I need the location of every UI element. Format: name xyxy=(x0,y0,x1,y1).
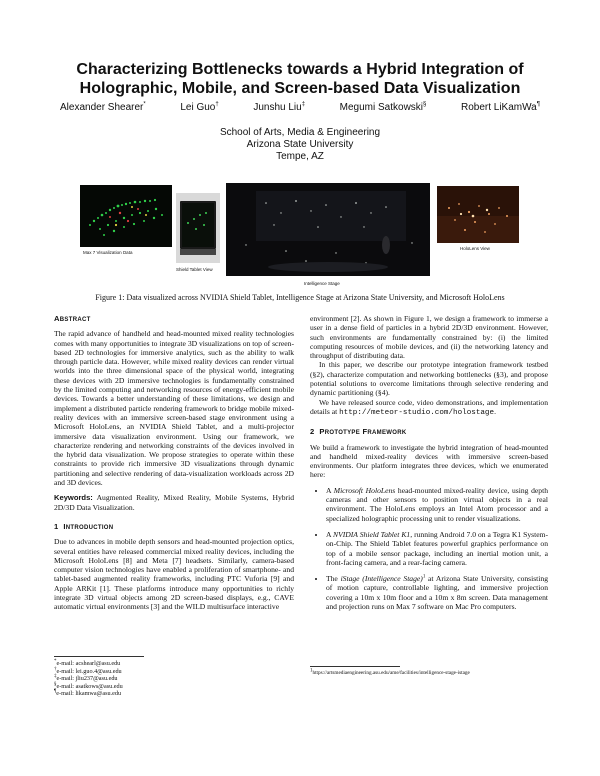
introduction-text: Due to advances in mobile depth sensors and head-mounted projection optics, several entities have released commercial mixed reality devices, including the Microsoft HoloLens [8] and Meta [7] headsets. Similarly, camera-based computer vision technologies have enabled a proliferation of smartphone- and tablet-based augmented reality frameworks, including PTC Vuforia [9] and Apple ARKit [1]. These platforms introduce many opportunities to richly integrate 3D virtual objects among 2D screen-based displays, e.g., CAVE automatic virtual environments [3] and the WILD multisurface interactive xyxy=(54,537,294,612)
list-item: • The iStage (Intelligence Stage)$^1$ at Arizona State University, consisting of motion capture, controllable lighting, and immersive projection covering a 10m x 10m floor and a 10m x 8m screen. Data management and projection runs on Max 7 software on Mac Pro computers. xyxy=(326,574,548,611)
author: Megumi Satkowski§ xyxy=(339,101,427,113)
figure-label-max7: Max 7 Visualization Data xyxy=(83,250,133,255)
source-code-note: We have released source code, video demonstrations, and implementation details at http://meteor-studio.com/holostage. xyxy=(310,397,548,417)
author: Alexander Shearer* xyxy=(60,101,146,113)
footnote: ‡e-mail: jliu237@asu.edu xyxy=(54,674,118,683)
footnote: *e-mail: acshearl@asu.edu xyxy=(54,658,121,667)
figure-label-stage: Intelligence Stage xyxy=(304,281,340,286)
intelligence-stage-image xyxy=(226,183,430,276)
right-column xyxy=(310,314,548,618)
author-email-footnotes xyxy=(54,656,254,698)
figure-label-shield: Shield Tablet View xyxy=(176,267,213,272)
footnote: †e-mail: lei.guo.4@asu.edu xyxy=(54,666,122,675)
left-column xyxy=(54,314,294,612)
list-item: • A Microsoft HoloLens head-mounted mixed-reality device, using depth cameras and other sensors to position virtual objects in a real environment. The HoloLens employs an Intel Atom processor and a specialized holographic processing unit to render visualizations. xyxy=(326,486,548,523)
project-url[interactable]: http://meteor-studio.com/holostage xyxy=(339,408,495,417)
shield-tablet-image xyxy=(176,193,220,263)
author: Junshu Liu‡ xyxy=(253,101,306,113)
paper-outline: In this paper, we describe our prototype integration framework testbed (§2), characterize computation and networking bottlenecks (§3), and propose potential solutions to overcome limitations through selective rendering and dynamic partitioning (§4). xyxy=(310,360,548,398)
abstract-text: The rapid advance of handheld and head-mounted mixed reality technologies comes with many opportunities to integrate 3D visualizations on top of screen-based 2D technologies for immersive analytics, such as the ability to walk through particle data. However, while mixed reality devices can render virtual worlds into the three dimensional space of the physical world, integrating these devices with 2D immersive technologies is fundamentally constrained by the limited computing and networking resources of energy-efficient mobile devices. Towards a better understanding of these limitations, we design and implement a distributed particle rendering framework to bridge mobile mixed-reality devices with an immersive screen-based stage environment using a Microsoft HoloLens, an NVIDIA Shield Tablet, and a multi-projector immersive data visualization environment. Using our framework, we characterize rendering and networking constraints of the devices involved in the hybrid data visualization. We propose strategies to operate within these constraints to provide rich immersive 3D visualizations through dynamic partitioning and selective rendering of data-visualization workloads across 2D and 3D devices. xyxy=(54,329,294,488)
prototype-framework-heading: 2 PROTOTYPE FRAMEWORK xyxy=(310,427,407,437)
figure-caption: Figure 1: Data visualized across NVIDIA Shield Tablet, Intelligence Stage at Arizona State University, and Microsoft HoloLens xyxy=(95,293,505,302)
introduction-heading: 1 INTRODUCTION xyxy=(54,521,114,531)
affiliation-school: School of Arts, Media & Engineering xyxy=(219,127,381,138)
footnote: §e-mail: asatkows@asu.edu xyxy=(54,681,123,690)
max7-visualization-image xyxy=(80,185,172,247)
footnote: ¶e-mail: likamwa@asu.edu xyxy=(54,689,122,698)
author-list xyxy=(60,102,540,113)
author: Robert LiKamWa¶ xyxy=(460,101,540,113)
list-item: • A NVIDIA Shield Tablet K1, running Android 7.0 on a Tegra K1 System-on-Chip. The Shield Tablet features powerful graphics performance on top of a mobile sensor package, including an inertial motion unit, a front-facing camera, and a rear-facing camera. xyxy=(326,530,548,567)
istage-url-footnote: $^1$https://artsmediaengineering.asu.edu/ame/facilities/intelligence-stage-istage xyxy=(310,666,548,676)
abstract-heading: ABSTRACT xyxy=(54,314,91,323)
affiliation-university: Arizona State University xyxy=(246,139,354,150)
hololens-view-image xyxy=(437,186,519,243)
device-list xyxy=(310,486,548,612)
framework-intro: We build a framework to investigate the hybrid integration of head-mounted and handheld mixed-reality devices with immersive screen-based environments. Our platform integrates three devices, which we enumerated here: xyxy=(310,442,548,480)
affiliation xyxy=(150,127,450,163)
figure-label-hololens: HoloLens View xyxy=(460,246,490,251)
affiliation-city: Tempe, AZ xyxy=(276,151,324,162)
intro-continued: environment [2]. As shown in Figure 1, we design a framework to immerse a user in a dense field of particles in a hybrid 2D/3D environment. However, such environments are fundamentally constrained by: (i) the limited computing resources of mobile devices, and (ii) the networking latency and throughput of distributing data. xyxy=(310,314,548,361)
keywords: Keywords: Augmented Reality, Mixed Reality, Mobile Systems, Hybrid 2D/3D Data Visualization. xyxy=(54,493,294,512)
author: Lei Guo† xyxy=(180,101,219,113)
paper-title: Characterizing Bottlenecks towards a Hybrid Integration of Holographic, Mobile, and Screen-based Data Visualization xyxy=(76,61,524,97)
